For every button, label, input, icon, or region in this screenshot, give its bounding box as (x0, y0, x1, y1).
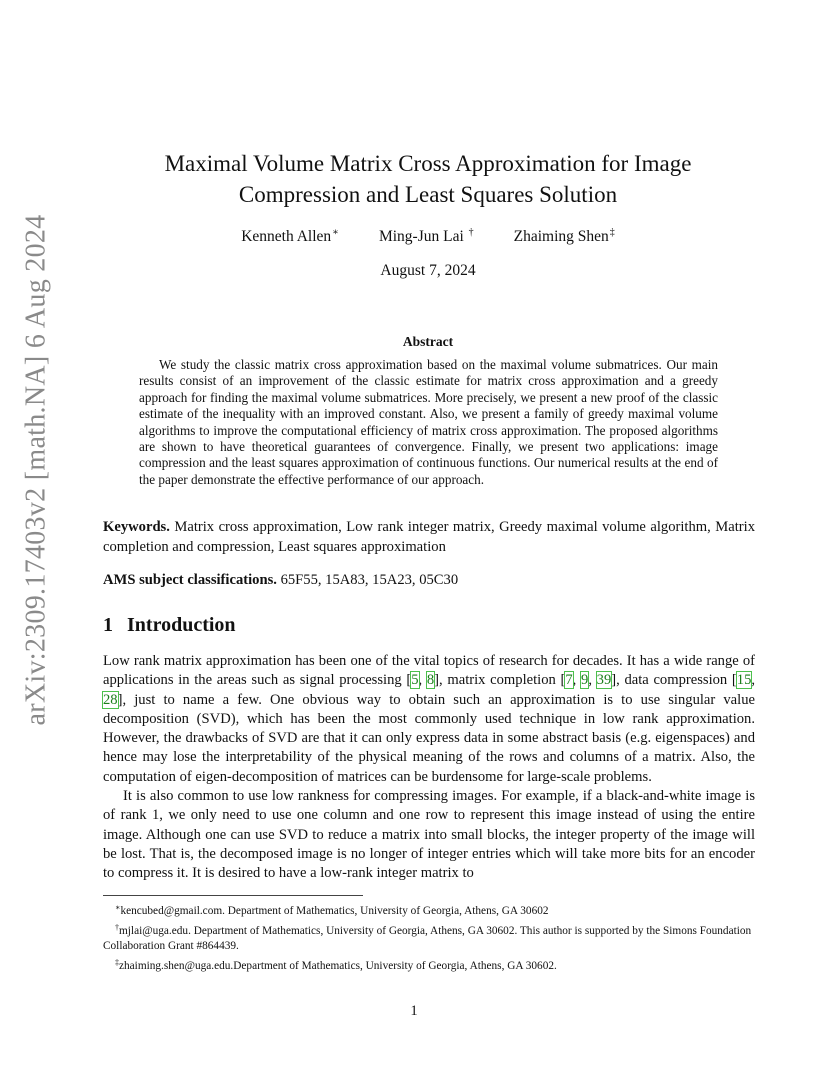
author: Ming-Jun Lai † (378, 227, 474, 245)
paragraph: Low rank matrix approximation has been one of the vital topics of research for decades. It has a wide range of applications in the areas such as signal processing [5, 8], matrix completion [7, 9, 39], data compression [15, 28], just to name a few. One obvious way to obtain such an approximation is to use singular value decomposition (SVD), which has been the most commonly used technique in low rank approximation. However, the drawbacks of SVD are that it can only express data in some abstract basis (e.g. eigenspaces) and hence may lose the interpretability of the physical meaning of the rows and columns of a matrix. Also, the computation of eigen-decomposition of matrices can be burdensome for large-scale problems. (103, 653, 756, 785)
footnote: ∗kencubed@gmail.com. Department of Mathematics, University of Georgia, Athens, GA 30602 (115, 903, 549, 917)
arxiv-identifier-text: arXiv:2309.17403v2 [math.NA] 6 Aug 2024 (20, 214, 52, 726)
ams-classifications (103, 571, 755, 591)
ams-label: AMS subject classifications. (103, 572, 277, 588)
citation-link[interactable]: 15 (736, 672, 752, 689)
footnote-divider (103, 895, 363, 896)
footnote-mark[interactable]: ∗ (332, 227, 339, 238)
ams-codes: 65F55, 15A83, 15A23, 05C30 (280, 572, 459, 588)
citation-link[interactable]: 28 (103, 691, 118, 708)
keywords (103, 518, 755, 557)
abstract-heading: Abstract (402, 334, 454, 349)
author: Kenneth Allen∗ (241, 227, 339, 245)
section-heading (103, 614, 236, 637)
footnotes (103, 900, 755, 974)
footnote-mark[interactable]: ‡ (609, 227, 615, 238)
page-number: 1 (410, 1003, 418, 1019)
paragraph: It is also common to use low rankness for compressing images. For example, if a black-and-white image is of rank 1, we only need to use one column and one row to represent this image instead of using the entire image. Although one can use SVD to reduce a matrix into small blocks, the integer property of the image will be lost. That is, the decomposed image is no longer of integer entries which will take more bits for an encoder to compress it. It is desired to have a low-rank integer matrix to (103, 788, 755, 882)
citation-link[interactable]: 7 (565, 672, 573, 689)
citation-link[interactable]: 9 (581, 672, 589, 689)
introduction-body (103, 652, 755, 884)
footnote-mark[interactable]: † (468, 227, 474, 238)
publication-date: August 7, 2024 (380, 262, 476, 279)
author: Zhaiming Shen‡ (513, 227, 615, 245)
section-title: Introduction (127, 614, 236, 636)
keywords-text: Matrix cross approximation, Low rank integer matrix, Greedy maximal volume algorithm, Matrix completion and compression, Least squares approximation (103, 519, 755, 555)
citation-link[interactable]: 8 (426, 672, 435, 689)
footnote: ‡zhaiming.shen@uga.edu.Department of Mathematics, University of Georgia, Athens, GA 30602. (115, 957, 557, 972)
author-list (120, 227, 736, 246)
keywords-label: Keywords. (103, 519, 170, 535)
abstract-text: We study the classic matrix cross approximation based on the maximal volume submatrices. Our main results consist of an improvement of the classic estimate for matrix cross approximation and a greedy approach for finding the maximal volume submatrices. More precisely, we present a new proof of the classic estimate of the inequality with an improved constant. Also, we present a family of greedy maximal volume algorithms to improve the computational efficiency of matrix cross approximation. The proposed algorithms are shown to have theoretical guarantees of convergence. Finally, we present two applications: image compression and the least squares approximation of continuous functions. Our numerical results at the end of the paper demonstrate the effective performance of our approach. (139, 357, 718, 487)
footnote: †mjlai@uga.edu. Department of Mathematics, University of Georgia, Athens, GA 30602. This author is supported by the Simons Foundation Collaboration Grant #864439. (103, 922, 752, 953)
citation-link[interactable]: 39 (596, 672, 612, 689)
paper-title: Maximal Volume Matrix Cross Approximation for Image Compression and Least Squares Solution (164, 151, 692, 207)
arxiv-side-identifier (14, 150, 58, 790)
section-number: 1 (103, 614, 113, 636)
citation-link[interactable]: 5 (411, 672, 419, 689)
